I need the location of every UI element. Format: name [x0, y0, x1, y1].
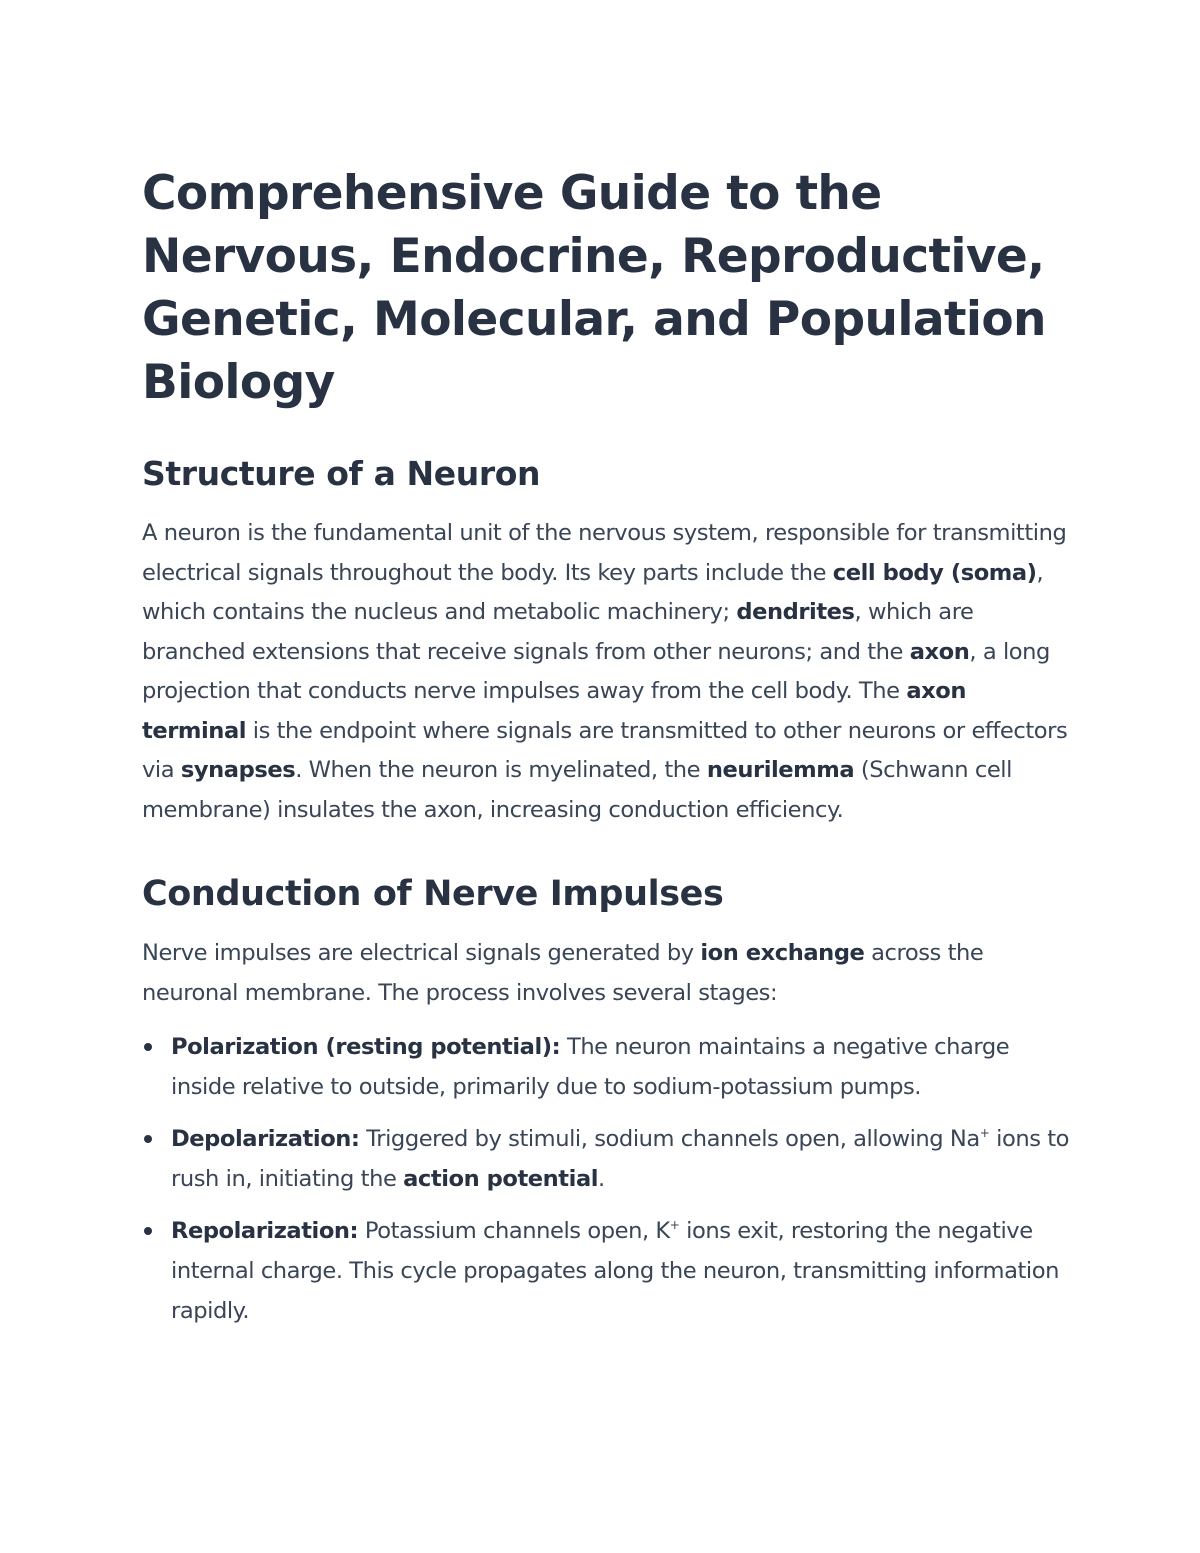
bullet-icon — [144, 1135, 152, 1143]
bullet-icon — [144, 1227, 152, 1235]
term-neurilemma: neurilemma — [706, 757, 855, 783]
term-dendrites: dendrites — [736, 599, 855, 625]
term-ion-exchange: ion exchange — [700, 940, 865, 966]
term-action-potential: action potential — [403, 1166, 599, 1192]
section-heading-neuron-structure: Structure of a Neuron — [142, 454, 541, 493]
document-title: Comprehensive Guide to the Nervous, Endocrine, Reproductive, Genetic, Molecular, and Population Biology — [142, 166, 1046, 410]
list-item-depolarization: Depolarization: Triggered by stimuli, sodium channels open, allowing Na+ ions to rush in, initiating the action potential. — [142, 1119, 1072, 1199]
term-synapses: synapses — [180, 757, 296, 783]
list-item-polarization: Polarization (resting potential): The neuron maintains a negative charge inside relative to outside, primarily due to sodium-potassium pumps. — [142, 1027, 1072, 1107]
conduction-stages-list — [142, 1027, 1072, 1331]
bullet-icon — [144, 1043, 152, 1051]
section-heading-conduction: Conduction of Nerve Impulses — [142, 874, 724, 914]
neuron-structure-paragraph: A neuron is the fundamental unit of the nervous system, responsible for transmitting electrical signals throughout the body. Its key parts include the cell body (soma), which contains the nucleus and metabolic machinery; dendrites, which are branched extensions that receive signals from other neurons; and the axon, a long projection that conducts nerve impulses away from the cell body. The axon terminal is the endpoint where signals are transmitted to other neurons or effectors via synapses. When the neuron is myelinated, the neurilemma (Schwann cell membrane) insulates the axon, increasing conduction efficiency. — [142, 520, 1068, 823]
term-axon: axon — [909, 638, 970, 665]
list-item-repolarization: Repolarization: Potassium channels open, K+ ions exit, restoring the negative internal charge. This cycle propagates along the neuron, transmitting information rapidly. — [142, 1211, 1072, 1331]
term-axon-terminal: axon terminal — [142, 678, 966, 744]
term-cell-body: cell body (soma) — [832, 559, 1037, 586]
document-content — [142, 162, 1072, 1343]
conduction-intro-paragraph: Nerve impulses are electrical signals generated by ion exchange across the neuronal membrane. The process involves several stages: — [142, 940, 984, 1006]
